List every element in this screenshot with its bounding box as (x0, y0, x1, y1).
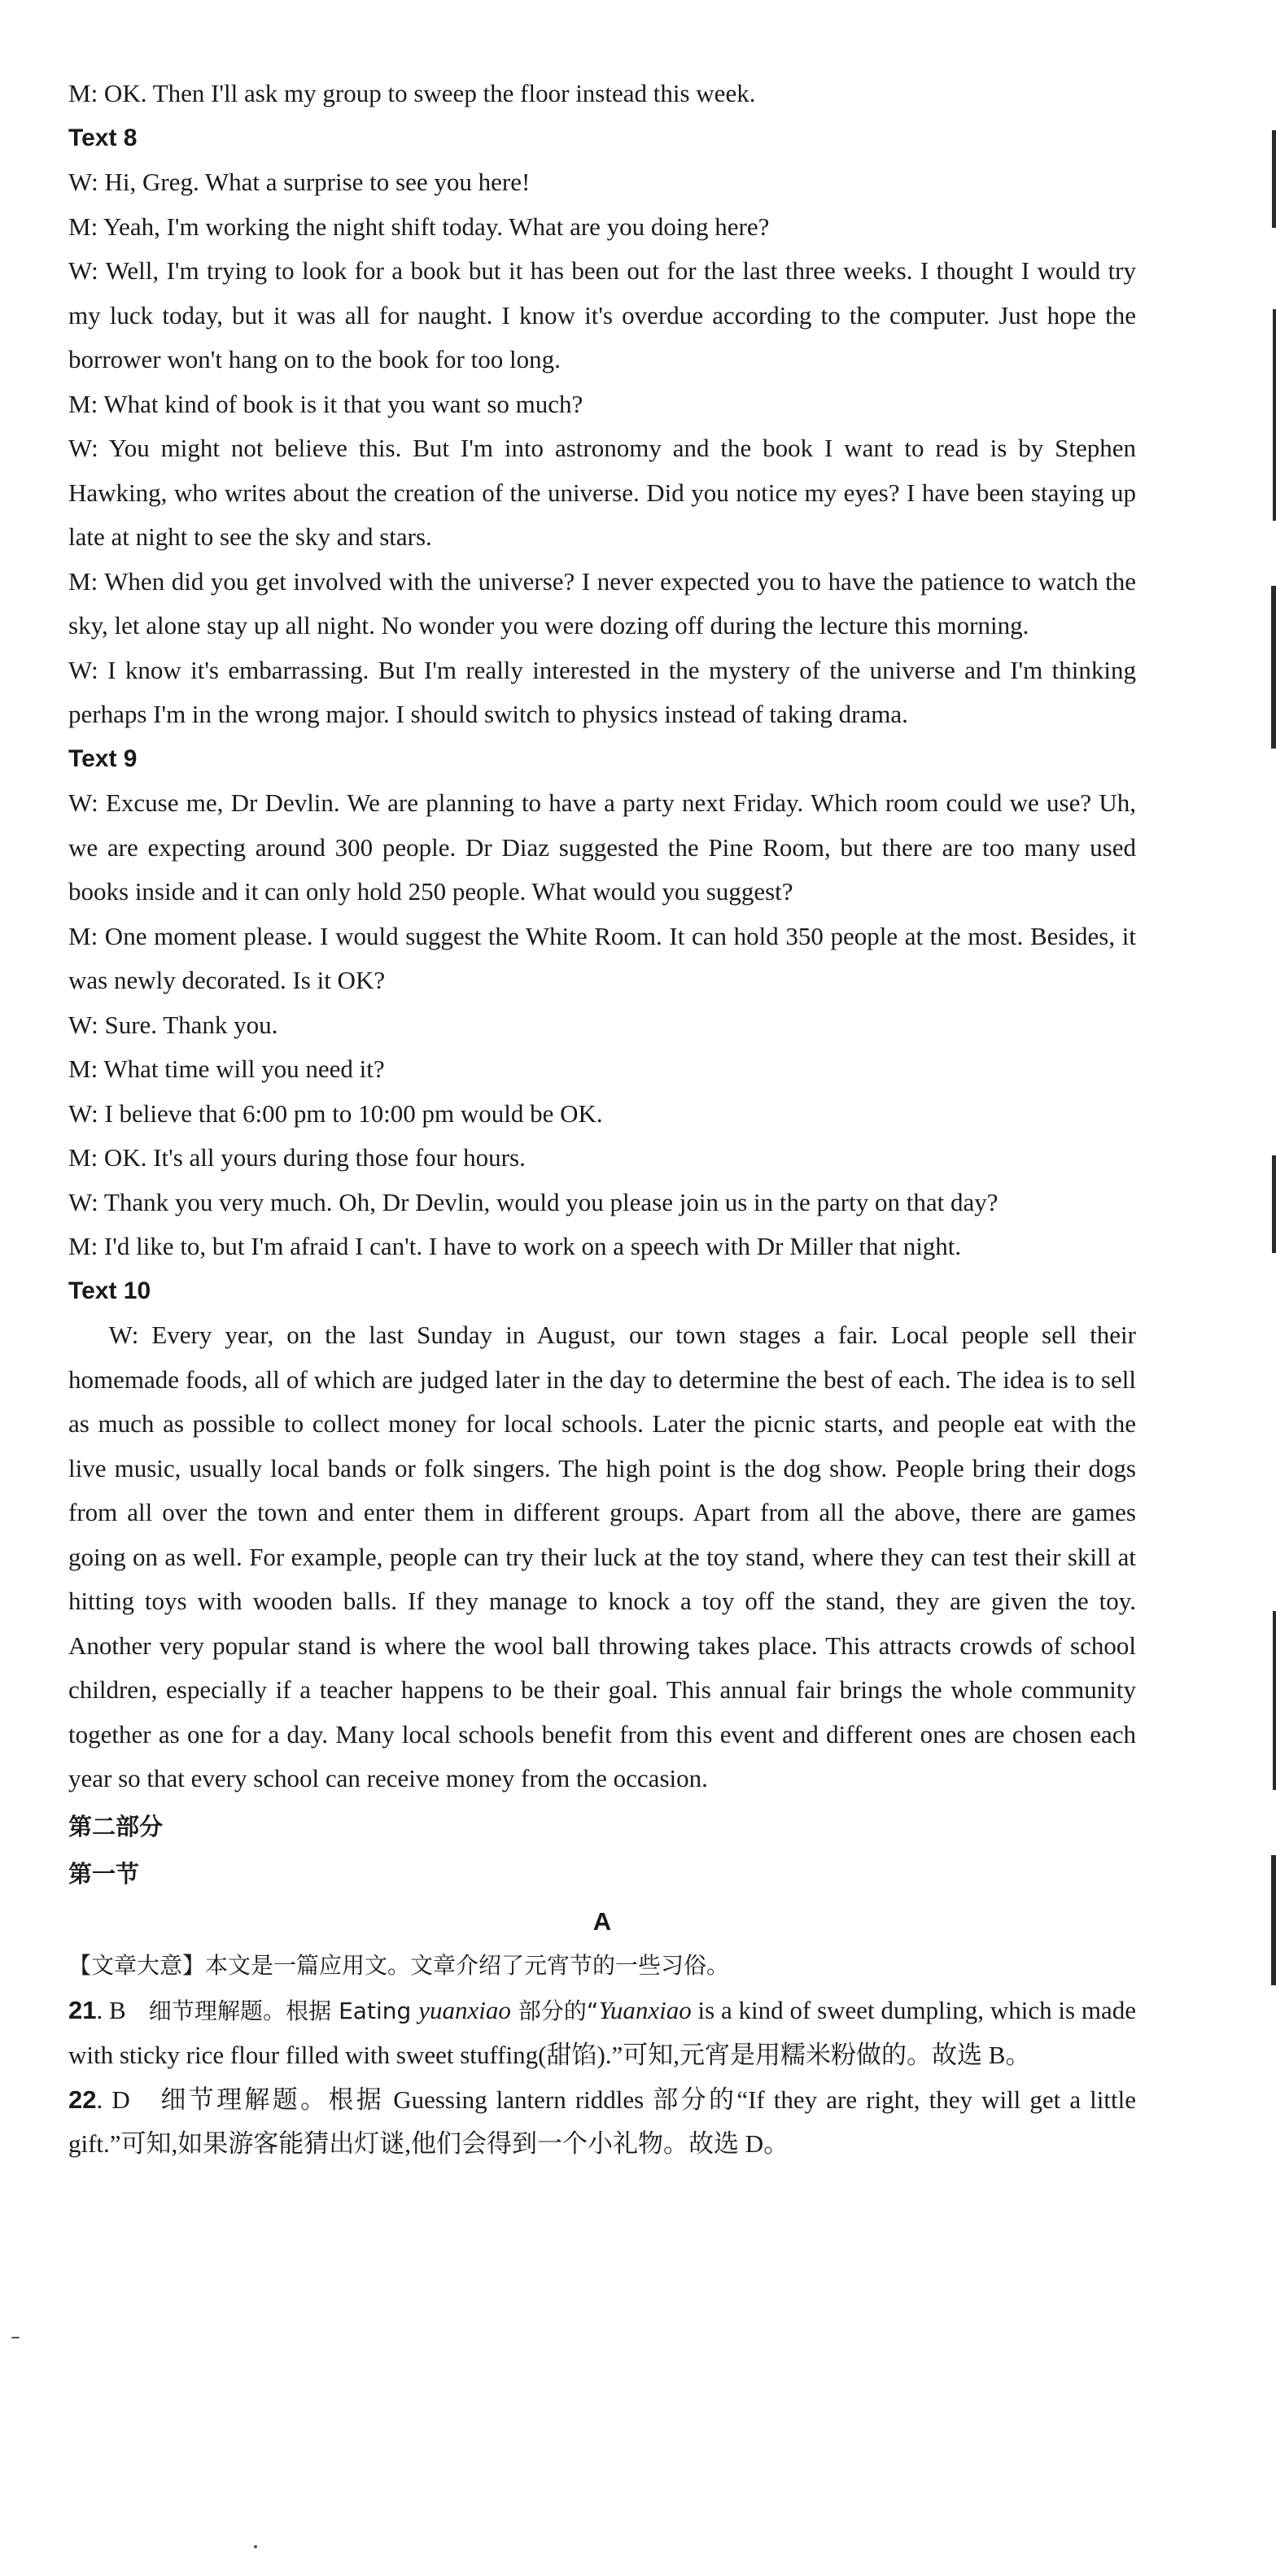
scan-edge-mark (1272, 1155, 1276, 1253)
dialogue-line: W: I know it's embarrassing. But I'm really interested in the mystery of the universe and I'm thinking perhaps I'm in the wrong major. I should switch to physics instead of taking drama. (68, 655, 1136, 728)
text9-heading: Text 9 (68, 744, 138, 772)
question-number: 21 (68, 1995, 97, 2024)
question-number: 22 (68, 2085, 97, 2114)
answer-explanation: 部分的“ (510, 1997, 599, 2024)
passage-label: A (592, 1906, 612, 1936)
dialogue-line: M: One moment please. I would suggest the White Room. It can hold 350 people at the most. Besides, it was newly decorated. Is it OK? (68, 921, 1136, 994)
answer-choice: . D (96, 2085, 130, 2114)
dialogue-line: M: What kind of book is it that you want so much? (68, 389, 583, 418)
dialogue-line: W: You might not believe this. But I'm into astronomy and the book I want to read is by Stephen Hawking, who writes about the creation of the universe. Did you notice my eyes? I have been staying up late at night to see the sky and stars. (68, 434, 1136, 551)
scan-edge-mark (1271, 586, 1276, 749)
dialogue-line: M: What time will you need it? (68, 1054, 385, 1083)
dialogue-line: W: Excuse me, Dr Devlin. We are planning to have a party next Friday. Which room could we use? Uh, we are expecting around 300 people. Dr Diaz suggested the Pine Room, but there are too many used books inside and it can only hold 250 people. What would you suggest? (68, 788, 1136, 906)
dialogue-line: M: Yeah, I'm working the night shift today. What are you doing here? (68, 212, 770, 241)
dialogue-line: W: I believe that 6:00 pm to 10:00 pm would be OK. (68, 1098, 603, 1128)
document-page (68, 72, 1136, 2167)
answer-item-22 (68, 2078, 1136, 2167)
dialogue-line: W: Hi, Greg. What a surprise to see you here! (68, 168, 531, 196)
dialogue-line: M: When did you get involved with the universe? I never expected you to have the patience to watch the sky, let alone stay up all night. No wonder you were dozing off during the lecture this morning. (68, 566, 1136, 640)
dialogue-line: M: OK. It's all yours during those four hours. (68, 1143, 526, 1172)
scan-edge-mark (1273, 309, 1276, 521)
dialogue-line: W: Thank you very much. Oh, Dr Devlin, would you please join us in the party on that day? (68, 1187, 999, 1216)
answer-item-21 (68, 1989, 1136, 2078)
answer-explanation-italic: Yuanxiao (598, 1995, 692, 2024)
scan-edge-mark (1271, 1855, 1276, 1985)
part-heading: 第二部分 (68, 1812, 164, 1840)
scan-edge-mark (1272, 130, 1276, 228)
scan-speck (254, 2545, 257, 2548)
section-heading: 第一节 (68, 1860, 140, 1888)
scan-edge-mark (1273, 1611, 1276, 1790)
text10-heading: Text 10 (68, 1277, 151, 1304)
answer-choice: . B (96, 1995, 126, 2024)
answer-explanation: is a kind of sweet dumpling, which is made with sticky rice flour filled with sweet stuffing(甜馅).”可知,元宵是用糯米粉做的。故选 B。 (68, 1995, 1136, 2069)
passage-summary: 【文章大意】本文是一篇应用文。文章介绍了元宵节的一些习俗。 (68, 1952, 730, 1979)
answer-explanation-italic: yuanxiao (418, 1995, 511, 2024)
scan-speck (11, 2337, 20, 2338)
dialogue-line: M: OK. Then I'll ask my group to sweep the floor instead this week. (68, 79, 756, 107)
answer-explanation: 细节理解题。根据 Eating (125, 1997, 419, 2024)
monologue-paragraph: W: Every year, on the last Sunday in August, our town stages a fair. Local people sell their homemade foods, all of which are judged later in the day to determine the best of each. The idea is to sell as much as possible to collect money for local schools. Later the picnic starts, and people eat with the live music, usually local bands or folk singers. The high point is the dog show. People bring their dogs from all over the town and enter them in different groups. Apart from all the above, there are games going on as well. For example, people can try their luck at the toy stand, where they can test their skill at hitting toys with wooden balls. If they manage to knock a toy off the stand, they are given the toy. Another very popular stand is where the wool ball throwing takes place. This attracts crowds of school children, especially if a teacher happens to be their goal. This annual fair brings the whole community together as one for a day. Many local schools benefit from this event and different ones are chosen each year so that every school can receive money from the occasion. (68, 1321, 1136, 1792)
dialogue-line: W: Well, I'm trying to look for a book but it has been out for the last three weeks. I thought I would try my luck today, but it was all for naught. I know it's overdue according to the computer. Just hope the borrower won't hang on to the book for too long. (68, 256, 1136, 373)
text8-heading: Text 8 (68, 124, 138, 151)
dialogue-line: W: Sure. Thank you. (68, 1010, 278, 1039)
dialogue-line: M: I'd like to, but I'm afraid I can't. I have to work on a speech with Dr Miller that night. (68, 1232, 962, 1260)
answer-explanation: 细节理解题。根据 Guessing lantern riddles 部分的“If they are right, they will get a little gift.”可知,如果游客能猜出灯谜,他们会得到一个小礼物。故选 D。 (68, 2085, 1137, 2158)
